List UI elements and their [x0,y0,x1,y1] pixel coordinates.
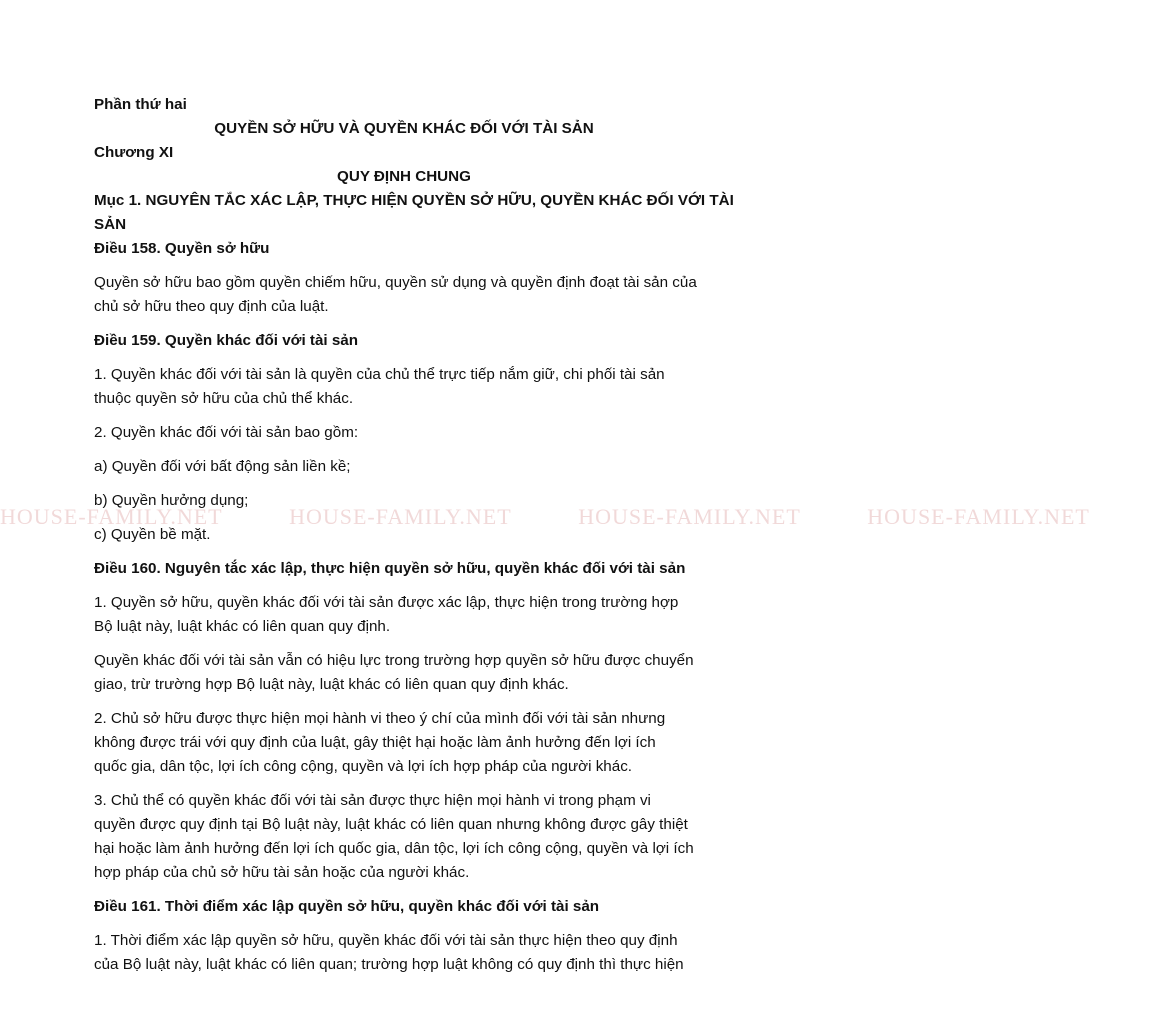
watermark-text: HOUSE-FAMILY.NET [578,504,801,529]
article-heading: Điều 159. Quyền khác đối với tài sản [94,332,359,349]
article-paragraph [94,271,714,319]
paragraph-line: thuộc quyền sở hữu của chủ thể khác. [94,390,354,407]
paragraph-line: của Bộ luật này, luật khác có liên quan; trường hợp luật không có quy định thì thực hiện [94,956,684,973]
article-paragraph [94,649,714,697]
watermark-text: HOUSE-FAMILY.NET [0,504,223,529]
article-paragraph [94,363,714,411]
paragraph-line: Quyền sở hữu bao gồm quyền chiếm hữu, quyền sử dụng và quyền định đoạt tài sản của [94,274,697,291]
article-paragraph [94,929,714,977]
chapter-title: QUY ĐỊNH CHUNG [337,168,471,185]
document-page [94,93,734,977]
chapter-label: Chương XI [94,144,174,161]
article-paragraph [94,489,714,513]
paragraph-line: không được trái với quy định của luật, gây thiệt hại hoặc làm ảnh hưởng đến lợi ích [94,734,656,751]
article-heading: Điều 158. Quyền sở hữu [94,240,270,257]
watermark-text: HOUSE-FAMILY.NET [867,504,1090,529]
article-paragraph [94,421,714,445]
article-paragraph [94,789,714,885]
paragraph-line: hợp pháp của chủ sở hữu tài sản hoặc của người khác. [94,864,470,881]
paragraph-line: c) Quyền bề mặt. [94,526,211,543]
article-heading: Điều 161. Thời điểm xác lập quyền sở hữu, quyền khác đối với tài sản [94,898,600,915]
paragraph-line: chủ sở hữu theo quy định của luật. [94,298,329,315]
paragraph-line: b) Quyền hưởng dụng; [94,492,249,509]
section-title-line: Mục 1. NGUYÊN TẮC XÁC LẬP, THỰC HIỆN QUYỀN SỞ HỮU, QUYỀN KHÁC ĐỐI VỚI TÀI [94,192,734,209]
paragraph-line: giao, trừ trường hợp Bộ luật này, luật khác có liên quan quy định khác. [94,676,569,693]
paragraph-line: 1. Quyền sở hữu, quyền khác đối với tài sản được xác lập, thực hiện trong trường hợp [94,594,679,611]
paragraph-line: 1. Quyền khác đối với tài sản là quyền của chủ thể trực tiếp nắm giữ, chi phối tài sản [94,366,665,383]
watermark-text: HOUSE-FAMILY.NET [289,504,512,529]
article-paragraph [94,455,714,479]
article-paragraph [94,591,714,639]
part-title: QUYỀN SỞ HỮU VÀ QUYỀN KHÁC ĐỐI VỚI TÀI SẢN [214,120,594,137]
article-paragraph [94,523,714,547]
paragraph-line: hại hoặc làm ảnh hưởng đến lợi ích quốc gia, dân tộc, lợi ích công cộng, quyền và lợi ích [94,840,694,857]
paragraph-line: 2. Chủ sở hữu được thực hiện mọi hành vi theo ý chí của mình đối với tài sản nhưng [94,710,666,727]
paragraph-line: Quyền khác đối với tài sản vẫn có hiệu lực trong trường hợp quyền sở hữu được chuyển [94,652,694,669]
paragraph-line: 1. Thời điểm xác lập quyền sở hữu, quyền khác đối với tài sản thực hiện theo quy định [94,932,678,949]
paragraph-line: quyền được quy định tại Bộ luật này, luật khác có liên quan nhưng không được gây thiệt [94,816,688,833]
paragraph-line: a) Quyền đối với bất động sản liền kề; [94,458,351,475]
paragraph-line: 2. Quyền khác đối với tài sản bao gồm: [94,424,359,441]
section-title-line: SẢN [94,216,127,233]
article-heading: Điều 160. Nguyên tắc xác lập, thực hiện quyền sở hữu, quyền khác đối với tài sản [94,560,686,577]
article-paragraph [94,707,714,779]
paragraph-line: 3. Chủ thể có quyền khác đối với tài sản được thực hiện mọi hành vi trong phạm vi [94,792,651,809]
paragraph-line: Bộ luật này, luật khác có liên quan quy định. [94,618,391,635]
part-label: Phần thứ hai [94,96,187,113]
paragraph-line: quốc gia, dân tộc, lợi ích công cộng, quyền và lợi ích hợp pháp của người khác. [94,758,633,775]
